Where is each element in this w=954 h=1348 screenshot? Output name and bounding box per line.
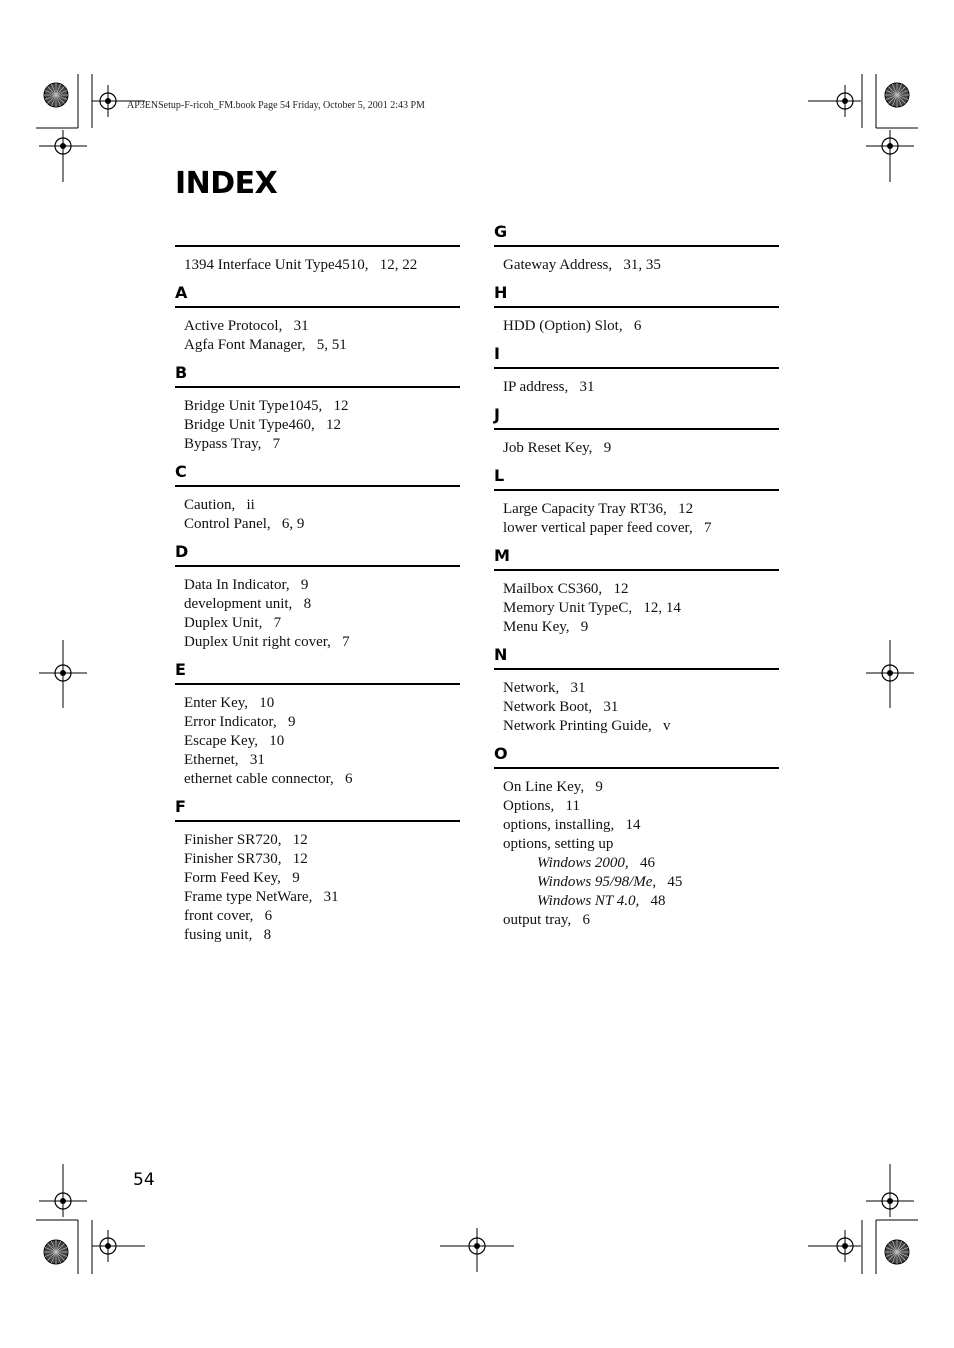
book-header-line: AP3ENSetup-F-ricoh_FM.book Page 54 Friday, October 5, 2001 2:43 PM [127, 100, 425, 111]
entry-term: Finisher SR720, [184, 832, 282, 848]
entry-list [175, 685, 460, 797]
index-entry [184, 770, 460, 789]
entry-page-ref[interactable]: v [662, 718, 671, 734]
entry-term: development unit, [184, 596, 293, 612]
index-entry [503, 679, 779, 698]
entry-page-ref[interactable]: 7 [273, 615, 282, 631]
entry-term: Duplex Unit right cover, [184, 634, 331, 650]
entry-term: Agfa Font Manager, [184, 337, 306, 353]
index-entry [503, 835, 779, 854]
index-entry [184, 317, 460, 336]
index-section [175, 462, 460, 542]
entry-page-ref[interactable]: 31 [249, 752, 265, 768]
entry-term: Options, [503, 798, 555, 814]
index-entry [184, 515, 460, 534]
index-section [494, 645, 779, 744]
entry-page-ref[interactable]: 6 [582, 912, 590, 928]
entry-page-ref[interactable]: 6 [633, 318, 642, 334]
index-entry [184, 907, 460, 926]
index-entry [503, 911, 779, 930]
index-entry [184, 496, 460, 515]
entry-term: 1394 Interface Unit Type4510, [184, 257, 369, 273]
index-entry [503, 778, 779, 797]
index-section [494, 344, 779, 405]
entry-term: Error Indicator, [184, 714, 277, 730]
index-entry [503, 519, 779, 538]
entry-term: IP address, [503, 379, 569, 395]
index-entry [184, 435, 460, 454]
entry-page-ref[interactable]: 7 [342, 634, 350, 650]
entry-term: Windows 95/98/Me, [537, 874, 657, 890]
entry-term: Bridge Unit Type1045, [184, 398, 323, 414]
entry-term: Caution, [184, 497, 236, 513]
index-section [494, 222, 779, 283]
entry-term: Network Boot, [503, 699, 593, 715]
entry-term: Windows NT 4.0, [537, 893, 640, 909]
entry-page-ref[interactable]: 10 [259, 695, 275, 711]
index-entry [184, 694, 460, 713]
entry-page-ref[interactable]: ii [246, 497, 255, 513]
entry-page-ref[interactable]: 9 [580, 619, 589, 635]
entry-page-ref[interactable]: 12, 14 [643, 600, 681, 616]
entry-term: ethernet cable connector, [184, 771, 334, 787]
entry-page-ref[interactable]: 45 [667, 874, 683, 890]
section-letter: D [175, 542, 189, 561]
index-section [494, 744, 779, 938]
entry-term: Bypass Tray, [184, 436, 262, 452]
entry-term: options, setting up [503, 836, 614, 852]
entry-term: Job Reset Key, [503, 440, 593, 456]
index-entry [184, 256, 460, 275]
entry-page-ref[interactable]: 9 [287, 714, 296, 730]
index-entry [503, 317, 779, 336]
entry-term: Finisher SR730, [184, 851, 282, 867]
entry-term: front cover, [184, 908, 254, 924]
index-section [175, 222, 460, 283]
index-subentry [503, 873, 779, 892]
index-entry [503, 698, 779, 717]
index-entry [184, 633, 460, 652]
page-number: 54 [133, 1170, 155, 1190]
entry-term: Bridge Unit Type460, [184, 417, 315, 433]
entry-page-ref[interactable]: 12 [613, 581, 629, 597]
section-letter: M [494, 546, 510, 565]
entry-page-ref[interactable]: 8 [263, 927, 272, 943]
entry-term: fusing unit, [184, 927, 253, 943]
entry-page-ref[interactable]: 12 [678, 501, 694, 517]
index-entry [184, 926, 460, 945]
entry-term: Form Feed Key, [184, 870, 281, 886]
entry-page-ref[interactable]: 12 [292, 851, 308, 867]
entry-page-ref[interactable]: 12 [326, 417, 341, 433]
entry-term: Network, [503, 680, 560, 696]
entry-list [494, 430, 779, 466]
index-entry [503, 378, 779, 397]
index-entry [184, 869, 460, 888]
entry-term: Enter Key, [184, 695, 248, 711]
entry-term: Gateway Address, [503, 257, 613, 273]
entry-list [175, 388, 460, 462]
entry-term: options, installing, [503, 817, 615, 833]
entry-page-ref[interactable]: 6 [344, 771, 353, 787]
entry-list [494, 670, 779, 744]
index-entry [184, 595, 460, 614]
entry-list [175, 822, 460, 953]
index-entry [184, 336, 460, 355]
index-entry [503, 816, 779, 835]
index-section [494, 466, 779, 546]
entry-list [494, 491, 779, 546]
page-title: INDEX [175, 166, 278, 201]
section-letter: I [494, 344, 500, 363]
entry-page-ref[interactable]: 11 [565, 798, 580, 814]
section-letter: G [494, 222, 508, 241]
entry-term: Control Panel, [184, 516, 271, 532]
index-section [175, 363, 460, 462]
index-section [175, 542, 460, 660]
index-entry [184, 576, 460, 595]
entry-term: HDD (Option) Slot, [503, 318, 623, 334]
index-entry [503, 797, 779, 816]
index-entry [503, 618, 779, 637]
section-letter: E [175, 660, 186, 679]
index-entry [184, 751, 460, 770]
index-section [494, 283, 779, 344]
entry-list [494, 308, 779, 344]
entry-page-ref[interactable]: 7 [272, 436, 281, 452]
section-letter: F [175, 797, 186, 816]
index-section [175, 283, 460, 363]
entry-list [494, 571, 779, 645]
index-entry [184, 416, 460, 435]
entry-term: Escape Key, [184, 733, 258, 749]
entry-term: Frame type NetWare, [184, 889, 313, 905]
section-letter: C [175, 462, 187, 481]
entry-term: Network Printing Guide, [503, 718, 652, 734]
section-letter [175, 222, 460, 245]
section-letter: L [494, 466, 505, 485]
index-subentry [503, 892, 779, 911]
section-letter: N [494, 645, 508, 664]
entry-term: lower vertical paper feed cover, [503, 520, 693, 536]
entry-list [494, 769, 779, 938]
entry-term: Windows 2000, [537, 855, 629, 871]
index-entry [184, 831, 460, 850]
index-entry [184, 397, 460, 416]
index-entry [503, 439, 779, 458]
entry-page-ref[interactable]: 10 [269, 733, 285, 749]
entry-term: Mailbox CS360, [503, 581, 603, 597]
section-letter: B [175, 363, 188, 382]
entry-page-ref[interactable]: 6 [264, 908, 273, 924]
index-section [494, 405, 779, 466]
entry-term: Memory Unit TypeC, [503, 600, 633, 616]
entry-page-ref[interactable]: 14 [625, 817, 641, 833]
entry-page-ref[interactable]: 6, 9 [281, 516, 305, 532]
entry-page-ref[interactable]: 9 [595, 779, 603, 795]
section-letter: H [494, 283, 508, 302]
entry-list [494, 369, 779, 405]
entry-page-ref[interactable]: 31 [579, 379, 595, 395]
index-entry [503, 256, 779, 275]
entry-page-ref[interactable]: 46 [639, 855, 655, 871]
entry-list [175, 247, 460, 283]
index-entry [503, 500, 779, 519]
index-column-left [175, 222, 460, 953]
entry-page-ref[interactable]: 5, 51 [316, 337, 347, 353]
entry-page-ref[interactable]: 31 [323, 889, 339, 905]
index-entry [184, 614, 460, 633]
index-entry [184, 888, 460, 907]
entry-term: Large Capacity Tray RT36, [503, 501, 667, 517]
entry-page-ref[interactable]: 9 [300, 577, 309, 593]
index-column-right [494, 222, 779, 938]
entry-page-ref[interactable]: 9 [603, 440, 612, 456]
entry-page-ref[interactable]: 9 [292, 870, 300, 886]
entry-page-ref[interactable]: 12, 22 [379, 257, 418, 273]
entry-list [175, 308, 460, 363]
index-entry [503, 599, 779, 618]
entry-term: Menu Key, [503, 619, 570, 635]
index-subentry [503, 854, 779, 873]
section-letter: O [494, 744, 508, 763]
entry-term: Data In Indicator, [184, 577, 290, 593]
entry-page-ref[interactable]: 7 [703, 520, 712, 536]
entry-term: Active Protocol, [184, 318, 283, 334]
index-entry [503, 717, 779, 736]
entry-list [175, 487, 460, 542]
index-entry [184, 713, 460, 732]
section-letter: A [175, 283, 188, 302]
index-entry [503, 580, 779, 599]
entry-page-ref[interactable]: 31 [293, 318, 309, 334]
entry-page-ref[interactable]: 8 [303, 596, 312, 612]
entry-list [175, 567, 460, 660]
entry-page-ref[interactable]: 12 [292, 832, 308, 848]
entry-page-ref[interactable]: 31 [570, 680, 586, 696]
entry-term: output tray, [503, 912, 572, 928]
entry-term: On Line Key, [503, 779, 585, 795]
index-entry [184, 732, 460, 751]
entry-term: Duplex Unit, [184, 615, 263, 631]
entry-page-ref[interactable]: 31 [603, 699, 619, 715]
entry-page-ref[interactable]: 12 [333, 398, 349, 414]
entry-page-ref[interactable]: 48 [650, 893, 666, 909]
section-letter: J [494, 405, 500, 424]
index-section [494, 546, 779, 645]
index-section [175, 660, 460, 797]
entry-list [494, 247, 779, 283]
index-section [175, 797, 460, 953]
entry-page-ref[interactable]: 31, 35 [623, 257, 661, 273]
index-entry [184, 850, 460, 869]
entry-term: Ethernet, [184, 752, 239, 768]
